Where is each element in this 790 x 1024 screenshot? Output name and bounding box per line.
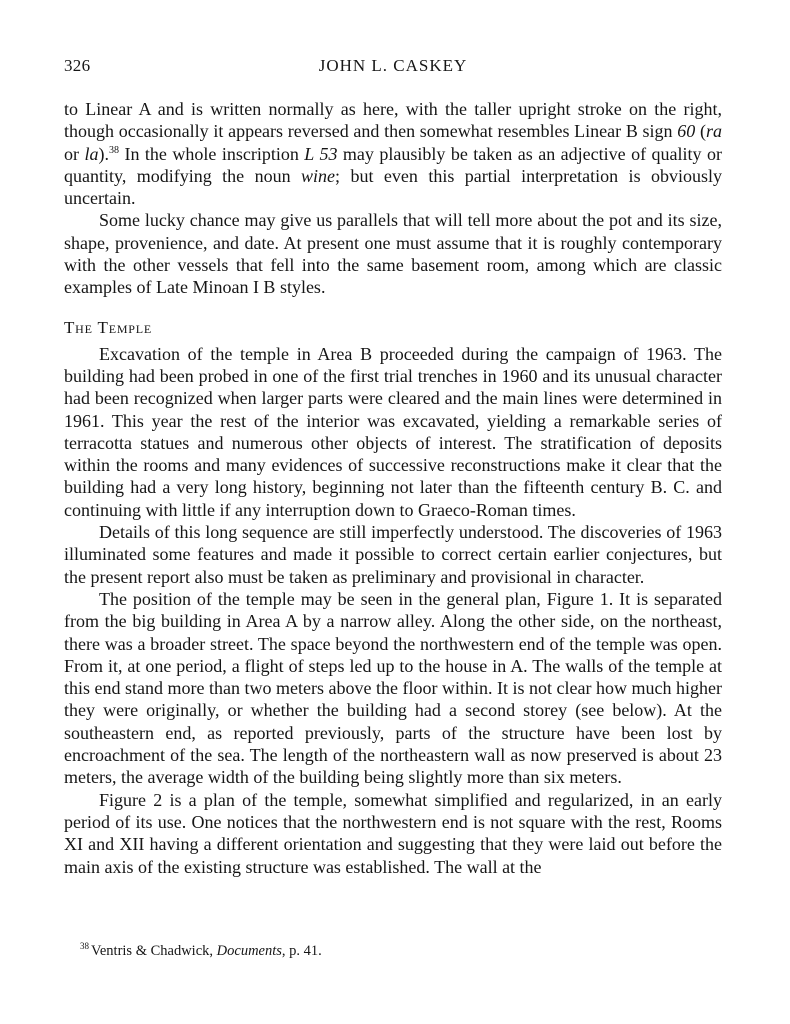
sign-reading-la: la xyxy=(84,143,99,164)
paragraph-2: Some lucky chance may give us parallels that will tell more about the pot and its size, shape, provenience, and date. At present one must assume that it is roughly contemporary with the other vessels that fell into the same basement room, among which are classic examples of Late Minoan I B styles. xyxy=(64,210,722,298)
paragraph-1-text: may plausibly be taken as an adjective of quality or quantity, modifying the noun xyxy=(64,143,723,186)
sign-reading-ra: ra xyxy=(705,121,722,142)
running-head xyxy=(64,56,722,80)
footnote-number: 38 xyxy=(80,941,89,952)
paragraph-1-text: to Linear A and is written normally as here, with the taller upright stroke on the right, though occasionally it appears reversed and then somewhat resembles Linear B sign xyxy=(64,99,722,142)
section-heading: The Temple xyxy=(64,317,153,337)
paragraph-5: The position of the temple may be seen in the general plan, Figure 1. It is separated from the big building in Area A by a narrow alley. Along the other side, on the northeast, there was a broader street. The space beyond the northwestern end of the temple was open. From it, at one period, a flight of steps led up to the house in A. The walls of the temple at this end stand more than two meters above the floor within. It is not clear how much higher they were originally, or whether the building had a second storey (see below). At the southeastern end, as reported previously, parts of the structure have been lost by encroachment of the sea. The length of the northeastern wall as now preserved is about 23 meters, the average width of the building being slightly more than six meters. xyxy=(64,588,722,788)
footnote-text: Ventris & Chadwick, xyxy=(91,943,217,959)
linear-b-sign-number: 60 xyxy=(677,121,696,142)
paragraph-1-text: In the whole inscription xyxy=(118,143,305,164)
page-number: 326 xyxy=(64,56,91,75)
footnote-reference: 38 xyxy=(108,144,119,156)
paragraph-1-text: ; but even this partial interpretation is obviously uncertain. xyxy=(64,165,723,209)
paragraph-4: Details of this long sequence are still imperfectly understood. The discoveries of 1963 illuminated some features and made it possible to correct certain earlier conjectures, but the present report also must be taken as preliminary and provisional in character. xyxy=(64,522,722,587)
footnote-text: , p. 41. xyxy=(281,943,322,959)
footnote-title: Documents xyxy=(216,943,282,959)
paragraph-1-text: ( xyxy=(695,121,706,142)
paragraph-3: Excavation of the temple in Area B proceeded during the campaign of 1963. The building had been probed in one of the first trial trenches in 1960 and its unusual character had been recognized when larger parts were cleared and the main lines were determined in 1961. This year the rest of the interior was excavated, yielding a remarkable series of terracotta statues and numerous other objects of interest. The stratification of deposits within the rooms and many evidences of successive reconstructions make it clear that the building had a very long history, beginning not later than the fifteenth century B. C. and continuing with little if any interruption down to Graeco-Roman times. xyxy=(64,343,722,520)
running-head-author: JOHN L. CASKEY xyxy=(318,56,468,75)
italic-word-wine: wine xyxy=(301,165,336,186)
body-text xyxy=(64,98,722,878)
inscription-reference: L 53 xyxy=(304,143,338,164)
paragraph-continued xyxy=(64,98,722,209)
page xyxy=(64,56,722,878)
paragraph-6: Figure 2 is a plan of the temple, somewhat simplified and regularized, in an early period of its use. One notices that the northwestern end is not square with the rest, Rooms XI and XII having a different orientation and suggesting that they were laid out before the main axis of the existing structure was established. The wall at the xyxy=(64,789,722,877)
paragraph-1-text: or xyxy=(64,143,85,164)
paragraph-1-text: ). xyxy=(98,143,109,164)
footnote xyxy=(80,943,322,960)
